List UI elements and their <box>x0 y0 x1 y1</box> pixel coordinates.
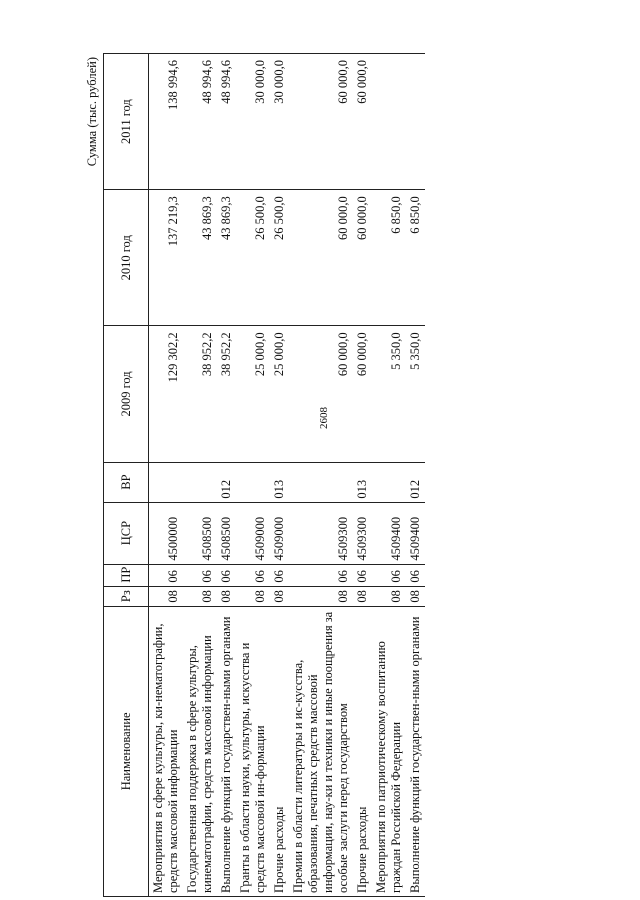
cell-y2009: 60 000,0 <box>353 326 372 462</box>
cell-pr: 06 <box>353 564 372 586</box>
cell-pr: 06 <box>270 564 289 586</box>
cell-rz: 08 <box>353 586 372 606</box>
cell-name: Прочие расходы <box>353 606 372 896</box>
cell-rz: 08 <box>289 586 353 606</box>
table-row <box>149 54 184 897</box>
budget-table <box>103 53 425 897</box>
cell-name: Государственная поддержка в сфере культуры, кинематографии, средств массовой информации <box>183 606 217 896</box>
header-vr: ВР <box>104 462 149 502</box>
cell-csr: 4509400 <box>372 502 406 564</box>
cell-vr: 013 <box>353 462 372 502</box>
header-csr: ЦСР <box>104 502 149 564</box>
cell-rz: 08 <box>149 586 184 606</box>
cell-vr <box>289 462 353 502</box>
cell-vr <box>183 462 217 502</box>
cell-name: Мероприятия в сфере культуры, ки-нематографии, средств массовой информации <box>149 606 184 896</box>
header-2010: 2010 год <box>104 190 149 326</box>
cell-pr: 06 <box>236 564 270 586</box>
cell-rz: 08 <box>217 586 236 606</box>
cell-csr: 4509300 <box>289 502 353 564</box>
cell-csr: 4509300 <box>353 502 372 564</box>
cell-csr: 4509000 <box>270 502 289 564</box>
table-row <box>289 54 353 897</box>
cell-y2009: 5 350,0 <box>372 326 406 462</box>
cell-pr: 06 <box>149 564 184 586</box>
cell-y2010: 26 500,0 <box>236 190 270 326</box>
cell-pr: 06 <box>217 564 236 586</box>
table-row <box>372 54 406 897</box>
cell-rz: 08 <box>270 586 289 606</box>
cell-y2010: 43 869,3 <box>183 190 217 326</box>
cell-y2011: 30 000,0 <box>270 54 289 190</box>
cell-y2010: 43 869,3 <box>217 190 236 326</box>
cell-vr: 012 <box>217 462 236 502</box>
cell-pr: 06 <box>372 564 406 586</box>
cell-rz: 08 <box>372 586 406 606</box>
cell-y2009: 5 350,0 <box>406 326 425 462</box>
page-number: 2608 <box>318 407 330 429</box>
cell-y2009: 38 952,2 <box>217 326 236 462</box>
cell-y2011: 30 000,0 <box>236 54 270 190</box>
cell-rz: 08 <box>236 586 270 606</box>
table-row <box>236 54 270 897</box>
cell-pr: 06 <box>406 564 425 586</box>
cell-name: Мероприятия по патриотическому воспитанию граждан Российской Федерации <box>372 606 406 896</box>
cell-csr: 4500000 <box>149 502 184 564</box>
header-pr: ПР <box>104 564 149 586</box>
cell-y2011: 60 000,0 <box>353 54 372 190</box>
header-2011: 2011 год <box>104 54 149 190</box>
cell-name: Премии в области литературы и ис-кусства, образования, печатных средств массовой информации, нау-ки и техники и иные поощрения за особые заслуги перед государством <box>289 606 353 896</box>
cell-name: Выполнение функций государствен-ными органами <box>406 606 425 896</box>
cell-name: Выполнение функций государствен-ными органами <box>217 606 236 896</box>
cell-rz: 08 <box>406 586 425 606</box>
cell-pr: 06 <box>183 564 217 586</box>
table-row <box>183 54 217 897</box>
cell-name: Гранты в области науки, культуры, искусства и средств массовой ин-формации <box>236 606 270 896</box>
table-row <box>353 54 372 897</box>
cell-vr <box>372 462 406 502</box>
cell-vr <box>236 462 270 502</box>
header-2009: 2009 год <box>104 326 149 462</box>
cell-y2011: 60 000,0 <box>289 54 353 190</box>
cell-vr <box>149 462 184 502</box>
cell-y2011: 48 994,6 <box>217 54 236 190</box>
header-rz: Рз <box>104 586 149 606</box>
units-label: Сумма (тыс. рублей) <box>85 57 99 167</box>
cell-y2010: 137 219,3 <box>149 190 184 326</box>
cell-csr: 4509000 <box>236 502 270 564</box>
cell-y2010: 6 850,0 <box>372 190 406 326</box>
cell-y2009: 129 302,2 <box>149 326 184 462</box>
cell-pr: 06 <box>289 564 353 586</box>
cell-y2011: 48 994,6 <box>183 54 217 190</box>
cell-name: Прочие расходы <box>270 606 289 896</box>
cell-y2009: 60 000,0 <box>289 326 353 462</box>
cell-y2011 <box>372 54 406 190</box>
table-row <box>406 54 425 897</box>
cell-y2009: 25 000,0 <box>236 326 270 462</box>
cell-y2010: 6 850,0 <box>406 190 425 326</box>
cell-y2011: 138 994,6 <box>149 54 184 190</box>
cell-csr: 4508500 <box>183 502 217 564</box>
header-name: Наименование <box>104 606 149 896</box>
table-row <box>270 54 289 897</box>
cell-y2010: 60 000,0 <box>289 190 353 326</box>
cell-rz: 08 <box>183 586 217 606</box>
cell-vr: 012 <box>406 462 425 502</box>
cell-y2009: 25 000,0 <box>270 326 289 462</box>
cell-vr: 013 <box>270 462 289 502</box>
cell-y2010: 60 000,0 <box>353 190 372 326</box>
cell-y2009: 38 952,2 <box>183 326 217 462</box>
table-row <box>217 54 236 897</box>
cell-y2010: 26 500,0 <box>270 190 289 326</box>
cell-csr: 4509400 <box>406 502 425 564</box>
cell-csr: 4508500 <box>217 502 236 564</box>
cell-y2011 <box>406 54 425 190</box>
budget-table-page <box>85 53 555 897</box>
